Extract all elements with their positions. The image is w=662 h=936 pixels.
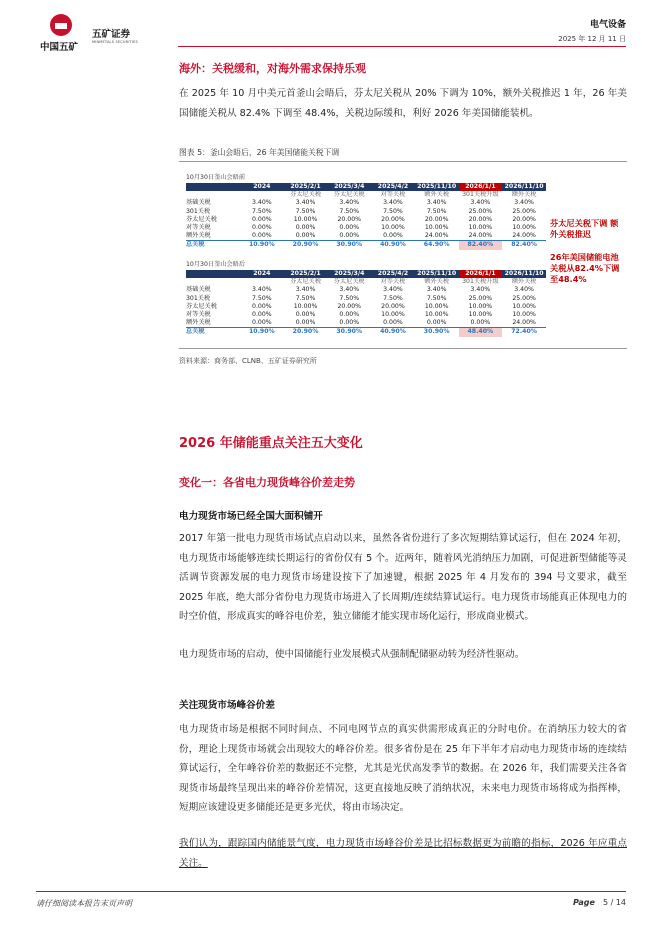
row-label: 芬太尼关税	[186, 302, 217, 310]
col-header: 2025/2/1	[284, 270, 328, 278]
cell: 20.90%	[284, 241, 328, 250]
cell: 24.00%	[512, 319, 536, 327]
footer-disclaimer: 请仔细阅读本报告末页声明	[36, 899, 132, 908]
sub-header: 额外关税	[511, 278, 537, 286]
row-label: 基础关税	[186, 199, 211, 207]
report-date: 2025 年 12 月 11 日	[558, 35, 626, 43]
col-header: 2025/4/2	[371, 183, 415, 191]
cell: 10.00%	[424, 224, 449, 232]
sub-header: 对等关税	[380, 191, 406, 199]
cell: 3.40%	[426, 286, 447, 294]
col-header: 2024	[240, 183, 284, 191]
table-row	[186, 303, 546, 311]
sub-header: 301关税升级	[462, 278, 499, 286]
col-header: 2026/11/10	[502, 183, 546, 191]
cell: 10.00%	[512, 302, 536, 310]
footer-divider	[36, 891, 626, 892]
cell: 10.00%	[381, 311, 405, 319]
figure-source: 资料来源：商务部、CLNB、五矿证券研究所	[179, 357, 317, 365]
cell: 0.00%	[470, 319, 491, 327]
col-header: 2026/1/1	[459, 270, 503, 278]
row-label: 总关税	[186, 328, 240, 337]
cell: 7.50%	[252, 207, 272, 215]
cell: 64.90%	[415, 241, 459, 250]
overseas-paragraph: 在 2025 年 10 月中美元首釜山会晤后，芬太尼关税从 20% 下调为 10%，额外关税推迟 1 年，26 年美国储能关税从 82.4% 下调至 48.4%，关税边际缓和，利好 2026 年美国储能装机。	[179, 88, 627, 119]
subheading-peak-valley: 关注现货市场峰谷价差	[179, 700, 275, 711]
row-label: 301关税	[186, 294, 211, 302]
minmetals-logo	[42, 14, 82, 56]
cell: 24.00%	[424, 232, 449, 240]
spot-market-paragraph: 2017 年第一批电力现货市场试点启动以来，虽然各省份进行了多次短期结算试运行，但在 2024 年初，电力现货市场能够连续长期运行的省份仅有 5 个。近两年，随着风光消纳压力加剧，可促进新型储能等灵活调节资源发展的电力现货市场建设按下了加速键，根据 2025 年 4 月发布的 394 号文要求，截至 2025 年底，绝大部分省份电力现货市场进入了长周期/连续结算试运行。电力现货市场能真正体现电力的时空价值，形成真实的峰谷电价差，独立储能才能实现市场化运行，形成商业模式。	[179, 533, 627, 622]
cell: 10.00%	[293, 302, 318, 310]
cell: 20.00%	[381, 215, 405, 223]
sub-header: 301关税升级	[462, 191, 499, 199]
cell: 0.00%	[426, 319, 447, 327]
col-header	[186, 183, 240, 191]
cell: 82.40%	[502, 241, 546, 250]
cell: 3.40%	[470, 199, 491, 207]
col-header: 2025/11/10	[415, 183, 459, 191]
col-header: 2024	[240, 270, 284, 278]
cell: 10.90%	[240, 328, 284, 337]
col-header: 2026/1/1	[459, 183, 503, 191]
row-label: 对等关税	[186, 224, 211, 232]
sub-header: 芬太尼关税	[290, 278, 322, 286]
cell: 3.40%	[339, 199, 360, 207]
cell: 10.00%	[512, 311, 536, 319]
securities-logo-cn: 五矿证券	[92, 29, 131, 40]
cell: 7.50%	[383, 294, 403, 302]
table-row	[186, 232, 546, 241]
cell: 30.90%	[327, 328, 371, 337]
cell: 3.40%	[514, 286, 534, 294]
cell: 7.50%	[426, 207, 447, 215]
cell: 25.00%	[512, 294, 536, 302]
cell: 40.90%	[371, 241, 415, 250]
cell: 7.50%	[339, 294, 360, 302]
cell: 10.00%	[424, 311, 449, 319]
cell: 0.00%	[295, 232, 316, 240]
spot-market-summary: 电力现货市场的启动，使中国储能行业发展模式从强制配储驱动转为经济性驱动。	[179, 649, 525, 660]
tariff-table-after	[186, 259, 546, 337]
cell: 10.00%	[468, 302, 493, 310]
change-one-title: 变化一：各省电力现货峰谷价差走势	[179, 476, 355, 489]
sub-header: 额外关税	[424, 191, 450, 199]
securities-logo	[92, 26, 138, 44]
securities-logo-en: MINMETALS SECURITIES	[92, 40, 138, 44]
table-row	[186, 199, 546, 207]
cell: 3.40%	[295, 199, 316, 207]
table-caption: 10月30日釜山会晤后	[186, 261, 246, 268]
cell: 10.00%	[468, 311, 493, 319]
sub-header: 额外关税	[511, 191, 537, 199]
row-label: 额外关税	[186, 232, 211, 240]
row-label: 总关税	[186, 241, 240, 250]
sub-header: 额外关税	[424, 278, 450, 286]
sub-header	[240, 191, 284, 199]
cell: 7.50%	[295, 207, 316, 215]
cell: 3.40%	[252, 286, 272, 294]
cell: 0.00%	[252, 319, 272, 327]
subheading-spot-market: 电力现货市场已经全国大面积铺开	[179, 511, 323, 522]
col-header: 2025/3/4	[327, 183, 371, 191]
cell: 7.50%	[295, 294, 316, 302]
page-label: Page	[573, 898, 595, 907]
cell: 20.00%	[468, 215, 493, 223]
table-row	[186, 319, 546, 328]
row-label: 芬太尼关税	[186, 215, 217, 223]
cell: 0.00%	[252, 232, 272, 240]
tariff-table-before	[186, 172, 546, 250]
figure-bottom-rule	[179, 348, 627, 349]
figure-top-rule	[179, 161, 627, 162]
cell: 0.00%	[339, 232, 360, 240]
sub-header: 对等关税	[380, 278, 406, 286]
cell: 24.00%	[512, 232, 536, 240]
table-row	[186, 286, 546, 294]
sub-header: 芬太尼关税	[333, 278, 365, 286]
peak-valley-paragraph: 电力现货市场是根据不同时间点、不同电网节点的真实供需形成真正的分时电价。在消纳压力较大的省份，理论上现货市场就会出现较大的峰谷价差。很多省份是在 25 年下半年才启动电力现货市场的连续结算试运行，全年峰谷价差的数据还不完整，尤其是光伏高发季节的数据。在 2026 年，我们需要关注各省现货市场最终呈现出来的峰谷价差情况，这更直接地反映了消纳状况，未来电力现货市场将成为指挥棒，短期应该建设更多储能还是更多光伏，将由市场决定。	[179, 724, 627, 813]
logo-text: 中国五矿	[40, 42, 79, 53]
table-caption: 10月30日釜山会晤前	[186, 174, 246, 181]
report-category: 电气设备	[589, 20, 626, 30]
cell: 20.90%	[284, 328, 328, 337]
cell: 3.40%	[514, 199, 534, 207]
cell: 20.00%	[337, 215, 362, 223]
cell: 10.00%	[293, 215, 318, 223]
cell: 7.50%	[252, 294, 272, 302]
col-header: 2025/3/4	[327, 270, 371, 278]
cell: 10.00%	[424, 302, 449, 310]
cell: 7.50%	[339, 207, 360, 215]
cell: 48.40%	[459, 328, 503, 337]
table-row	[186, 295, 546, 303]
table-row	[186, 208, 546, 216]
cell: 30.90%	[415, 328, 459, 337]
sub-header	[240, 278, 284, 286]
row-label: 301关税	[186, 207, 211, 215]
total-row	[186, 328, 546, 337]
cell: 0.00%	[295, 319, 316, 327]
cell: 7.50%	[383, 207, 403, 215]
header-divider	[178, 46, 626, 47]
table-row	[186, 216, 546, 224]
section-title-five-changes: 2026 年储能重点关注五大变化	[179, 436, 363, 451]
cell: 0.00%	[295, 311, 316, 319]
col-header: 2025/2/1	[284, 183, 328, 191]
sub-header: 芬太尼关税	[333, 191, 365, 199]
cell: 72.40%	[502, 328, 546, 337]
cell: 0.00%	[252, 311, 272, 319]
conclusion-paragraph: 我们认为，跟踪国内储能景气度，电力现货市场峰谷价差是比招标数据更为前瞻的指标，2026 年应重点关注。	[179, 838, 627, 869]
cell: 20.00%	[512, 215, 536, 223]
section-title-overseas: 海外：关税缓和，对海外需求保持乐观	[179, 62, 366, 75]
annotation-storage-tariff: 26年美国储能电池关税从82.4%下调至48.4%	[550, 252, 620, 284]
table-row	[186, 311, 546, 319]
page-number	[573, 898, 626, 907]
cell: 25.00%	[512, 207, 536, 215]
cell: 0.00%	[252, 224, 272, 232]
annotation-fentanyl: 芬太尼关税下调 额外关税推迟	[550, 218, 619, 239]
figure-title: 图表 5：釜山会晤后，26 年美国储能关税下调	[179, 148, 340, 157]
minmetals-logo-icon	[50, 14, 72, 36]
cell: 20.00%	[424, 215, 449, 223]
cell: 0.00%	[252, 302, 272, 310]
cell: 30.90%	[327, 241, 371, 250]
cell: 0.00%	[339, 311, 360, 319]
cell: 3.40%	[426, 199, 447, 207]
cell: 0.00%	[339, 319, 360, 327]
table-row	[186, 224, 546, 232]
cell: 25.00%	[468, 207, 493, 215]
cell: 7.50%	[426, 294, 447, 302]
cell: 0.00%	[295, 224, 316, 232]
cell: 82.40%	[459, 241, 503, 250]
cell: 25.00%	[468, 294, 493, 302]
col-header: 2025/11/10	[415, 270, 459, 278]
col-header: 2026/11/10	[502, 270, 546, 278]
col-header: 2025/4/2	[371, 270, 415, 278]
cell: 10.90%	[240, 241, 284, 250]
cell: 20.00%	[381, 302, 405, 310]
cell: 0.00%	[383, 232, 403, 240]
col-header	[186, 270, 240, 278]
cell: 40.90%	[371, 328, 415, 337]
total-row	[186, 241, 546, 250]
cell: 0.00%	[383, 319, 403, 327]
cell: 24.00%	[468, 232, 493, 240]
cell: 3.40%	[252, 199, 272, 207]
cell: 3.40%	[383, 199, 403, 207]
row-label: 对等关税	[186, 311, 211, 319]
sub-header: 芬太尼关税	[290, 191, 322, 199]
cell: 10.00%	[512, 224, 536, 232]
cell: 3.40%	[295, 286, 316, 294]
cell: 10.00%	[468, 224, 493, 232]
row-label: 额外关税	[186, 319, 211, 327]
cell: 10.00%	[381, 224, 405, 232]
cell: 20.00%	[337, 302, 362, 310]
cell: 0.00%	[252, 215, 272, 223]
cell: 3.40%	[339, 286, 360, 294]
cell: 3.40%	[470, 286, 491, 294]
page-count: 5 / 14	[602, 898, 626, 907]
cell: 0.00%	[339, 224, 360, 232]
row-label: 基础关税	[186, 286, 211, 294]
cell: 3.40%	[383, 286, 403, 294]
